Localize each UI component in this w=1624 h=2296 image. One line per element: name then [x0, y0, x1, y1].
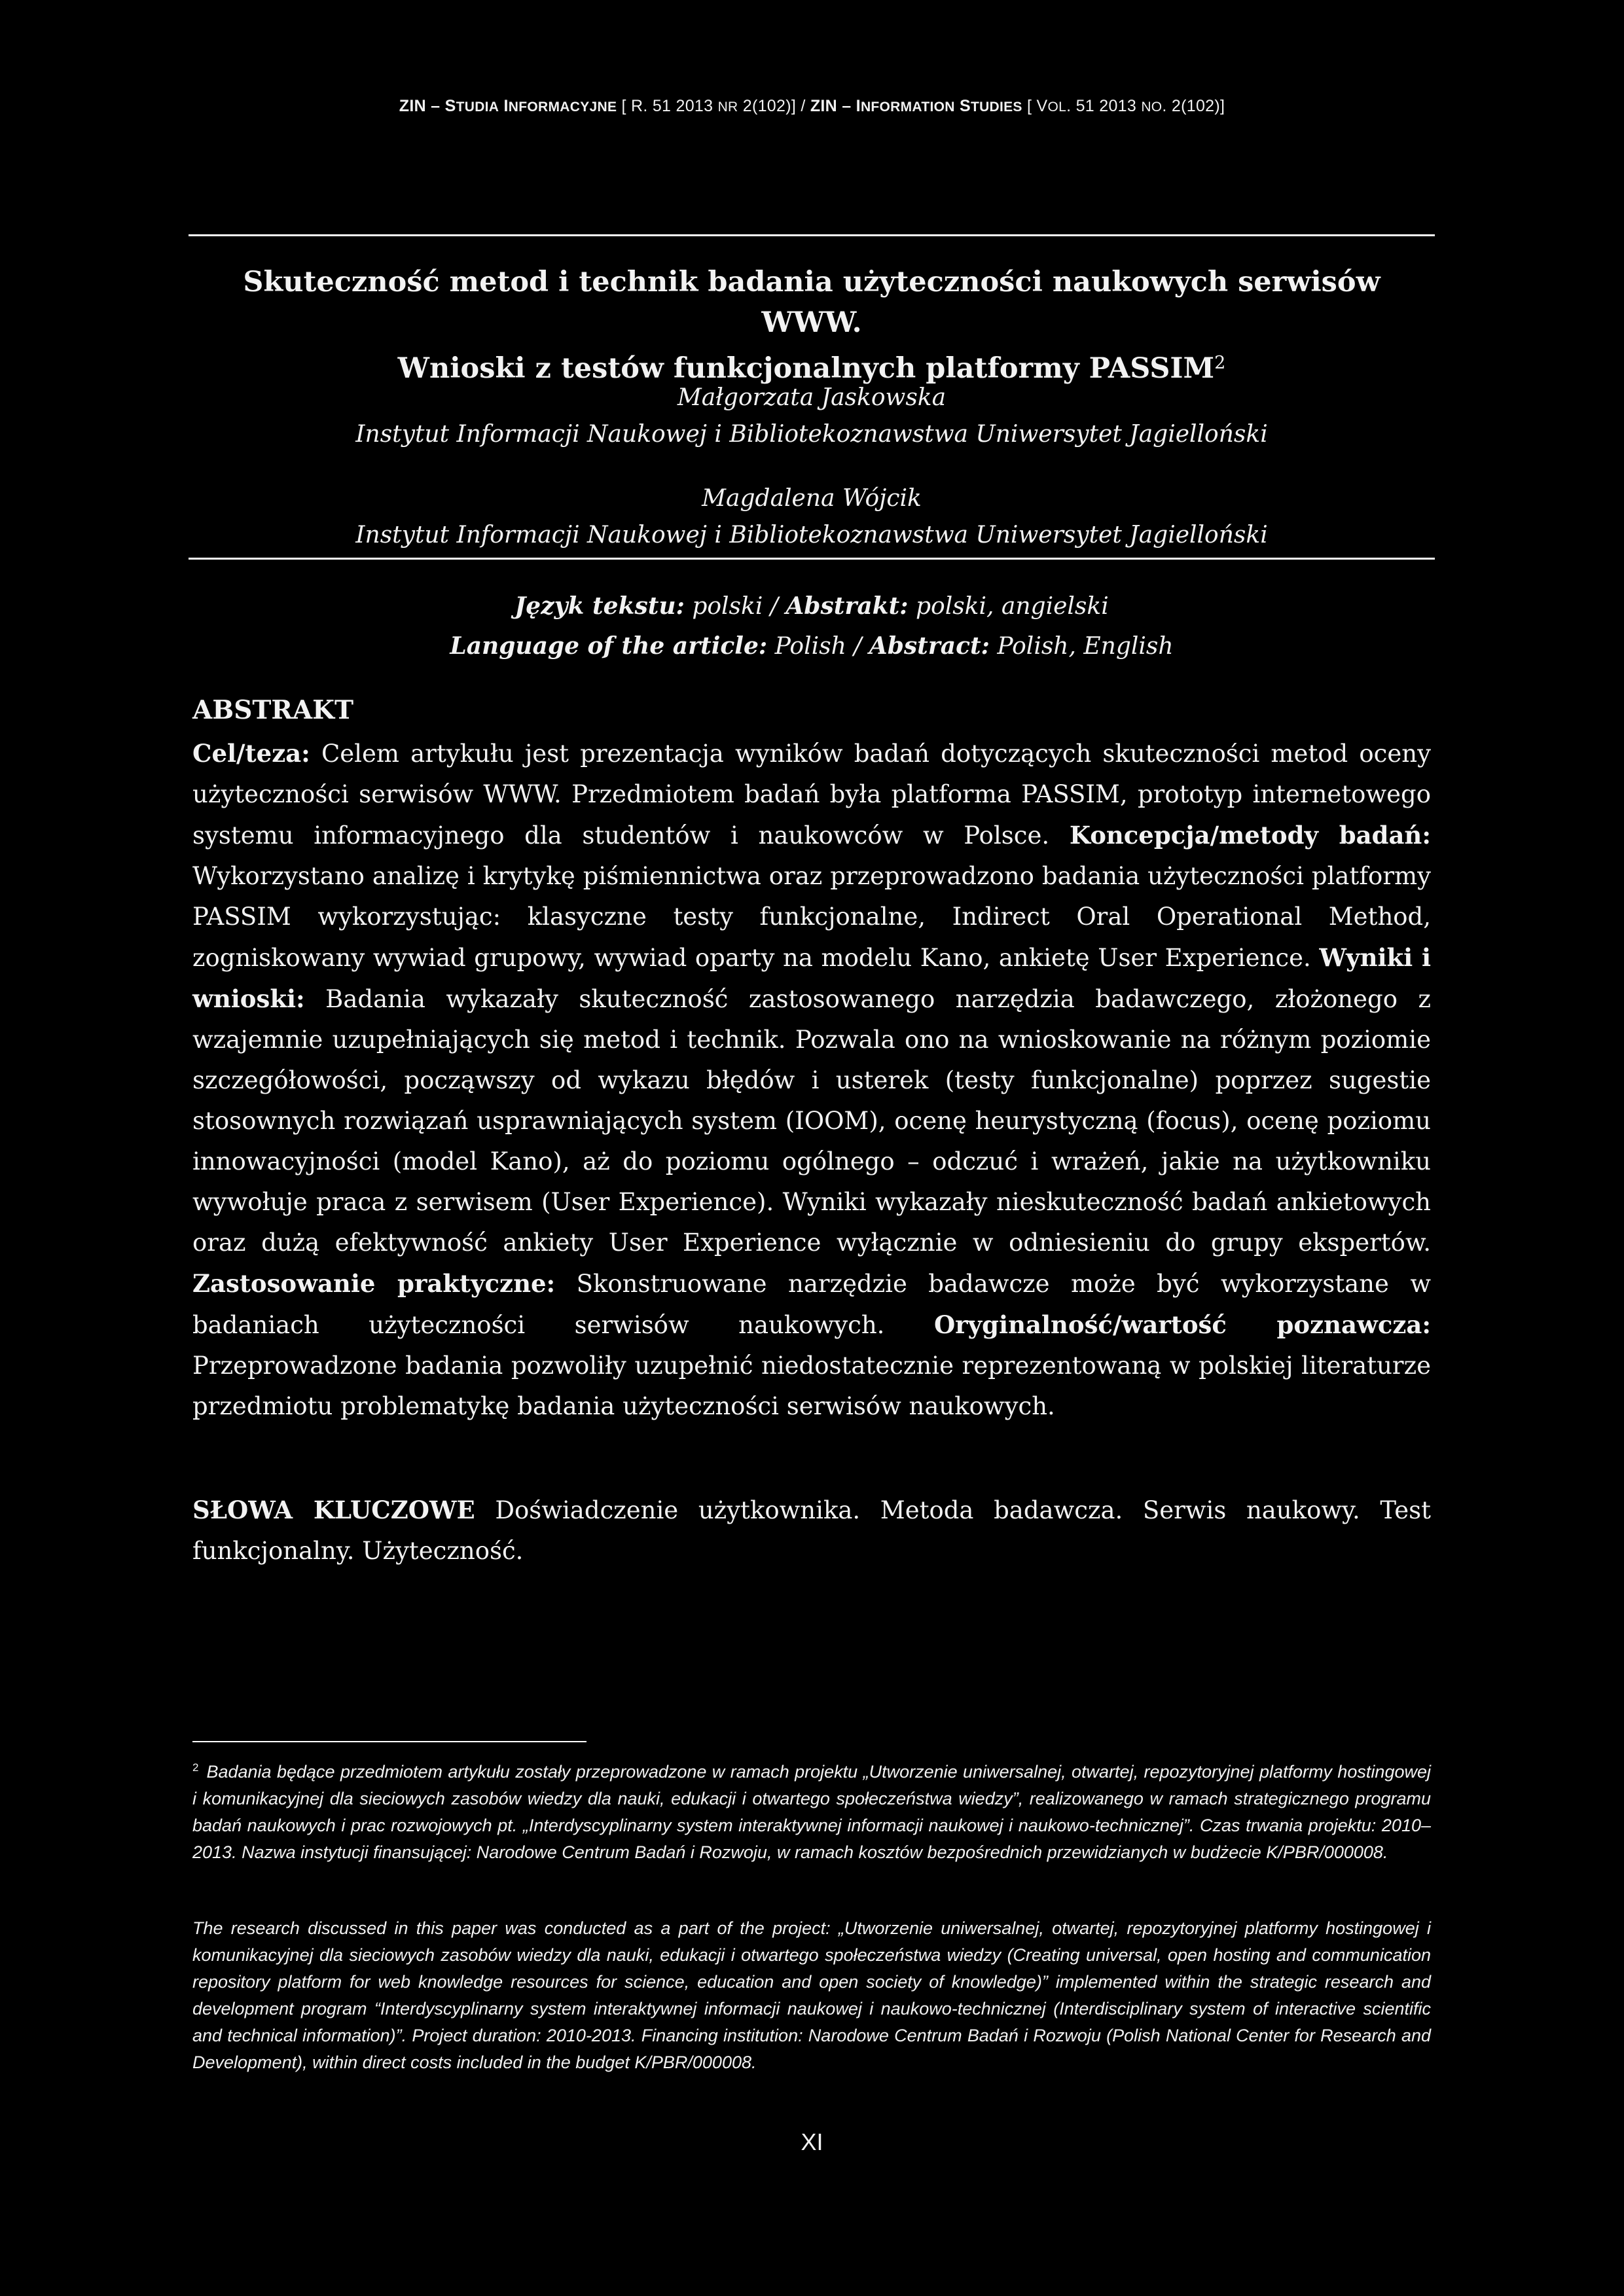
author-affiliation: Instytut Informacji Naukowej i Bibliotekoznawstwa Uniwersytet Jagielloński — [355, 421, 1268, 448]
header-volume-pl: [ R. 51 2013 — [617, 97, 718, 115]
page-number: XI — [801, 2128, 823, 2155]
abstract-label-goal: Cel/teza: — [192, 739, 310, 768]
running-header: ZIN – STUDIA INFORMACYJNE [ R. 51 2013 NR 2(102)] / ZIN – INFORMATION STUDIES [ VOL. 51 2013 NO. 2(102)] — [399, 97, 1225, 115]
abstract-label-methods: Koncepcja/metody badań: — [1069, 821, 1431, 850]
author-block-1 — [189, 380, 1435, 453]
footnote-mark: 2 — [192, 1761, 199, 1774]
footnote-english: The research discussed in this paper was conducted as a part of the project: „Utworzenie uniwersalnej, otwartej, repozytoryjnej platformy hostingowej i komunikacyjnej dla sieciowych zasobów wiedzy dla nauki, edukacji i otwartego społeczeństwa wiedzy (Creating universal, open hosting and communication repository platform for web knowledge resources for science, education and open society of knowledge)” implemented within the strategic research and development program “Interdyscyplinarny system interaktywnej informacji naukowej i naukowo-technicznej (Interdisciplinary system of interactive scientific and technical information)”. Project duration: 2010-2013. Financing institution: Narodowe Centrum Badań i Rozwoju (Polish National Center for Research and Development), within direct costs included in the budget K/PBR/000008. — [192, 1918, 1431, 2072]
language-en: Language of the article: Polish / Abstract: Polish, English — [450, 632, 1174, 660]
author-name: Magdalena Wójcik — [702, 485, 922, 512]
title-line-1: Skuteczność metod i technik badania użyteczności naukowych serwisów WWW. — [243, 266, 1380, 339]
article-title — [189, 262, 1435, 389]
abstract-label-practical: Zastosowanie praktyczne: — [192, 1269, 556, 1298]
authors-rule — [189, 558, 1435, 560]
title-footnote-mark[interactable]: 2 — [1214, 353, 1226, 373]
title-line-2: Wnioski z testów funkcjonalnych platformy PASSIM$^2$ — [397, 352, 1226, 385]
language-info — [189, 586, 1435, 666]
abstract-label-originality: Oryginalność/wartość poznawcza: — [933, 1310, 1431, 1339]
abstract-label-results: Wyniki i wnioski: — [192, 943, 1431, 1013]
footnote-polish: $^2$ Badania będące przedmiotem artykułu zostały przeprowadzone w ramach projektu „Utworzenie uniwersalnej, otwartej, repozytoryjnej platformy hostingowej i komunikacyjnej dla sieciowych zasobów wiedzy dla nauki, edukacji i otwartego społeczeństwa wiedzy”, realizowanego w ramach strategicznego programu badań naukowych i prac rozwojowych pt. „Interdyscyplinarny system interaktywnej informacji naukowej i naukowo-technicznej”. Czas trwania projektu: 2010–2013. Nazwa instytucji finansującej: Narodowe Centrum Badań i Rozwoju, w ramach kosztów bezpośrednich przewidzianych w budżecie K/PBR/000008. — [192, 1761, 1431, 1862]
header-volume-en: [ V — [1022, 97, 1048, 115]
header-journal-en: ZIN – I — [810, 97, 861, 115]
author-block-2 — [189, 480, 1435, 554]
author-name: Małgorzata Jaskowska — [677, 384, 947, 411]
header-journal-pl: ZIN – S — [399, 97, 456, 115]
language-pl: Język tekstu: polski / Abstrakt: polski, angielski — [514, 592, 1109, 620]
top-rule — [189, 234, 1435, 236]
footnote-rule — [192, 1741, 586, 1742]
author-affiliation: Instytut Informacji Naukowej i Bibliotekoznawstwa Uniwersytet Jagielloński — [355, 522, 1268, 548]
keywords — [192, 1490, 1431, 1571]
keywords-text: Doświadczenie użytkownika. Metoda badawcza. Serwis naukowy. Test funkcjonalny. Użyteczność. — [192, 1496, 1431, 1565]
abstract-body: Cel/teza: Celem artykułu jest prezentacja wyników badań dotyczących skuteczności metod oceny użyteczności serwisów WWW. Przedmiotem badań była platforma PASSIM, prototyp internetowego systemu informacyjnego dla studentów i naukowców w Polsce. Koncepcja/metody badań: Wykorzystano analizę i krytykę piśmiennictwa oraz przeprowadzono badania użyteczności platformy PASSIM wykorzystując: klasyczne testy funkcjonalne, Indirect Oral Operational Method, zogniskowany wywiad grupowy, wywiad oparty na modelu Kano, ankietę User Experience. Wyniki i wnioski: Badania wykazały skuteczność zastosowanego narzędzia badawczego, złożonego z wzajemnie uzupełniających się metod i technik. Pozwala ono na wnioskowanie na różnym poziomie szczegółowości, począwszy od wykazu błędów i usterek (testy funkcjonalne) poprzez sugestie stosownych rozwiązań usprawniających system (IOOM), ocenę heurystyczną (focus), ocenę poziomu innowacyjności (model Kano), aż do poziomu ogólnego – odczuć i wrażeń, jakie na użytkowniku wywołuje praca z serwisem (User Experience). Wyniki wykazały nieskuteczność badań ankietowych oraz dużą efektywność ankiety User Experience wyłącznie w odniesieniu do grupy ekspertów. Zastosowanie praktyczne: Skonstruowane narzędzie badawcze może być wykorzystane w badaniach użyteczności serwisów naukowych. Oryginalność/wartość poznawcza: Przeprowadzone badania pozwoliły uzupełnić niedostatecznie reprezentowaną w polskiej literaturze przedmiotu problematykę badania użyteczności serwisów naukowych. — [192, 739, 1431, 1420]
abstract-heading: ABSTRAKT — [192, 695, 353, 725]
keywords-label: SŁOWA KLUCZOWE — [192, 1496, 475, 1524]
